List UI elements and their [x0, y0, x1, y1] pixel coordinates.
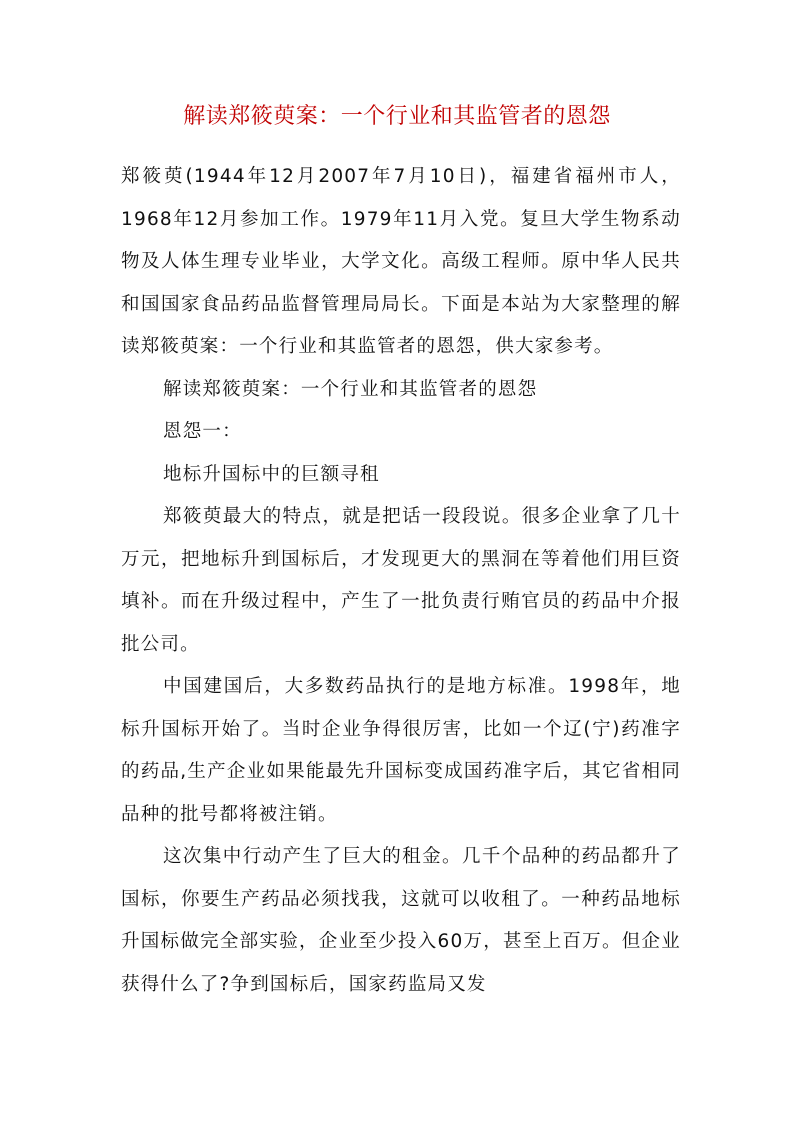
paragraph-subtitle: 解读郑筱萸案：一个行业和其监管者的恩怨 — [163, 378, 538, 400]
paragraph-section-heading: 地标升国标中的巨额寻租 — [163, 463, 380, 485]
paragraph-section-label: 恩怨一： — [163, 421, 242, 442]
paragraph-body: 郑筱萸最大的特点，就是把话一段段说。很多企业拿了几十万元，把地标升到国标后，才发现更大的黑洞在等着他们用巨资填补。而在升级过程中，产生了一批负责行贿官员的药品中介报批公司。 — [121, 506, 681, 655]
document-title: 解读郑筱萸案：一个行业和其监管者的恩怨 — [183, 104, 611, 129]
paragraph-body: 中国建国后，大多数药品执行的是地方标准。1998年，地标升国标开始了。当时企业争得很厉害，比如一个辽(宁)药准字的药品,生产企业如果能最先升国标变成国药准字后，其它省相同品种的批号都将被注销。 — [121, 676, 681, 825]
document-body — [121, 156, 681, 1006]
paragraph-body: 这次集中行动产生了巨大的租金。几千个品种的药品都升了国标，你要生产药品必须找我，这就可以收租了。一种药品地标升国标做完全部实验，企业至少投入60万，甚至上百万。但企业获得什么了?争到国标后，国家药监局又发 — [121, 846, 681, 995]
paragraph-intro: 郑筱萸(1944年12月2007年7月10日)，福建省福州市人，1968年12月参加工作。1979年11月入党。复旦大学生物系动物及人体生理专业毕业，大学文化。高级工程师。原中华人民共和国国家食品药品监督管理局局长。下面是本站为大家整理的解读郑筱萸案：一个行业和其监管者的恩怨，供大家参考。 — [121, 166, 681, 357]
